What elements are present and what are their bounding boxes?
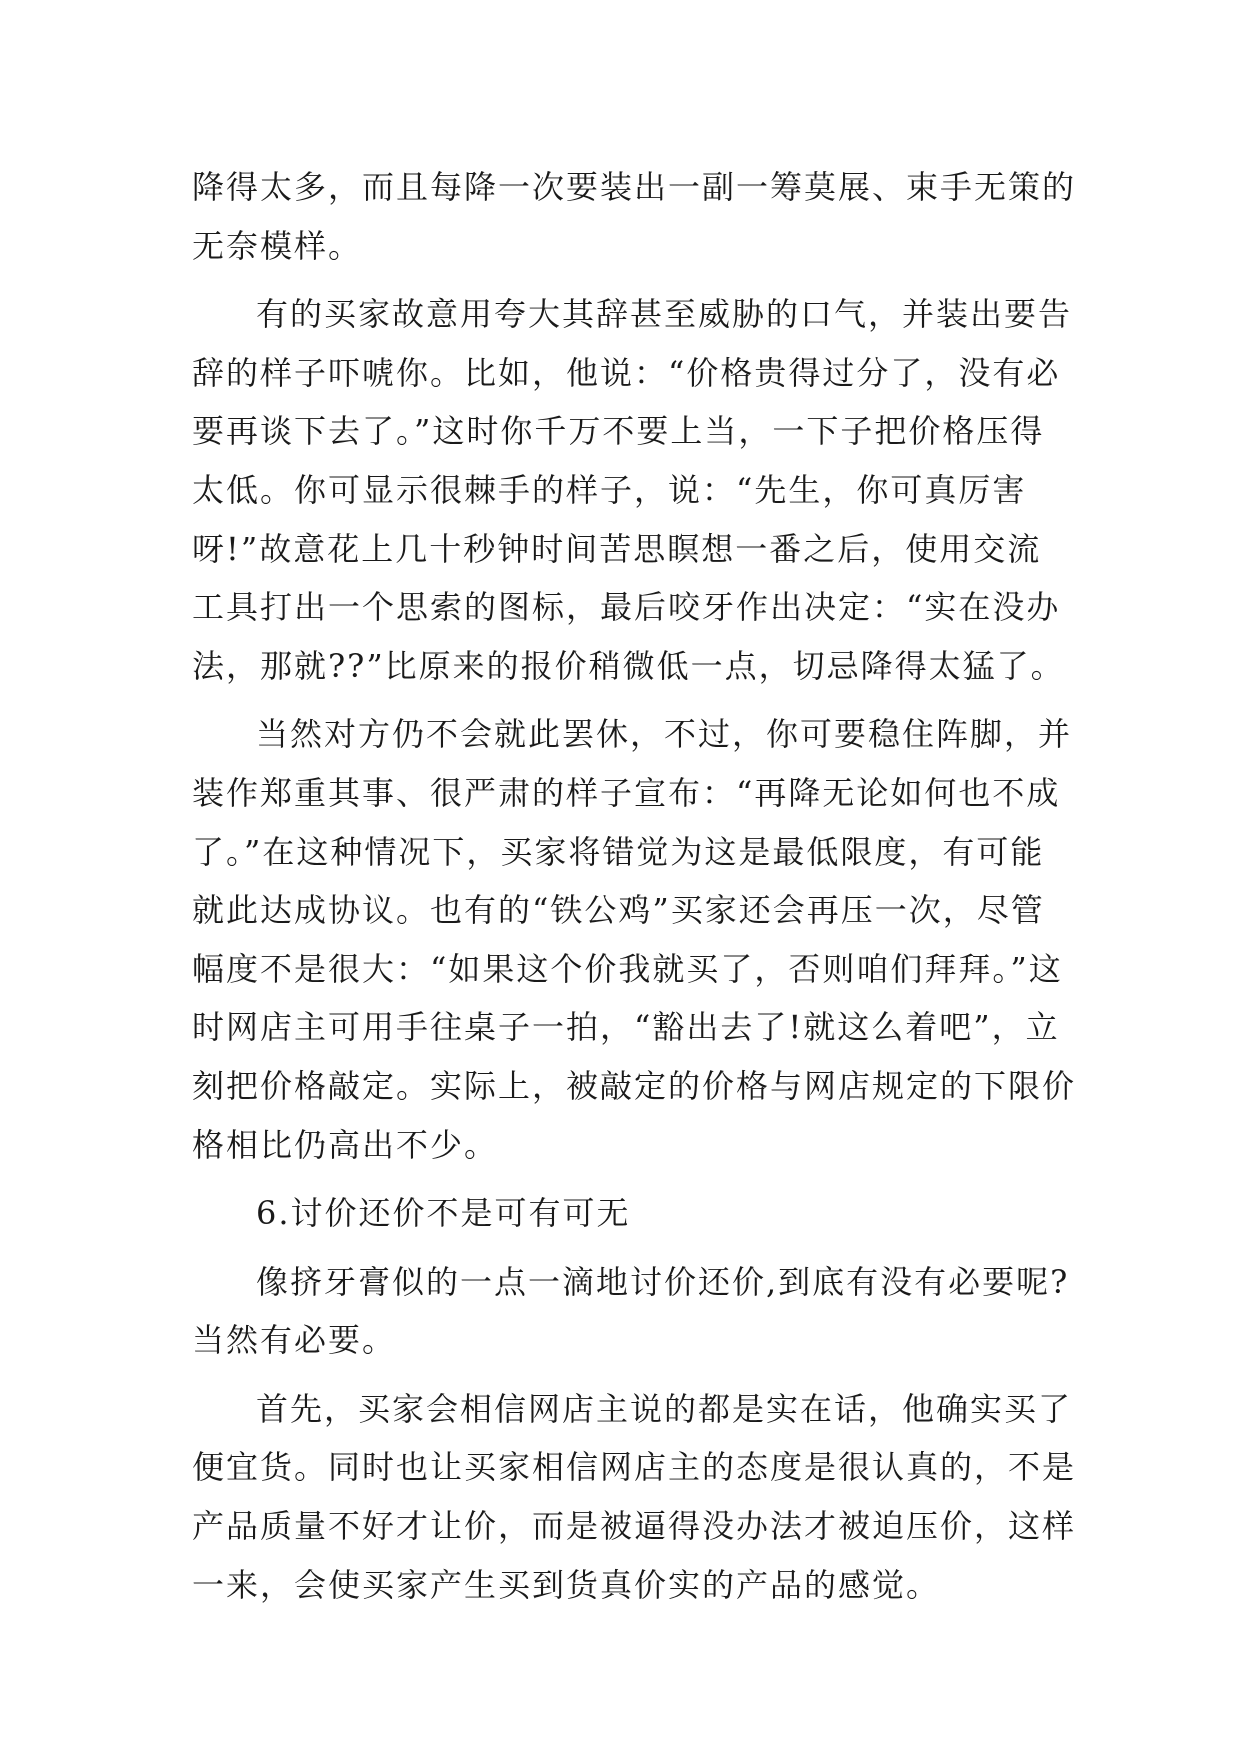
- text-line: 当然对方仍不会就此罢休，不过，你可要稳住阵脚，并: [256, 715, 1073, 754]
- text-line: 无奈模样。: [192, 226, 363, 265]
- text-line: 了。”在这种情况下，买家将错觉为这是最低限度，有可能: [192, 832, 1045, 871]
- text-line: 辞的样子吓唬你。比如，他说：“价格贵得过分了，没有必: [192, 353, 1061, 392]
- text-line: 时网店主可用手往桌子一拍，“豁出去了!就这么着吧”，立: [192, 1008, 1060, 1047]
- document-body: [192, 158, 1077, 1614]
- text-line: 太低。你可显示很棘手的样子，说：“先生，你可真厉害: [192, 470, 1027, 509]
- text-line: 装作郑重其事、很严肃的样子宣布：“再降无论如何也不成: [192, 773, 1061, 812]
- text-line: 首先，买家会相信网店主说的都是实在话，他确实买了: [256, 1389, 1073, 1428]
- heading-line: 6.讨价还价不是可有可无: [256, 1194, 631, 1233]
- paragraph-1: [192, 158, 1077, 275]
- text-line: 法，那就??”比原来的报价稍微低一点，切忌降得太猛了。: [192, 646, 1065, 685]
- paragraph-5: [192, 1253, 1070, 1370]
- text-line: 幅度不是很大：“如果这个价我就买了，否则咱们拜拜。”这: [192, 949, 1063, 988]
- paragraph-3: [192, 705, 1077, 1174]
- text-line: 便宜货。同时也让买家相信网店主的态度是很认真的，不是: [192, 1448, 1077, 1487]
- paragraph-6: [192, 1380, 1077, 1614]
- text-line: 产品质量不好才让价，而是被逼得没办法才被迫压价，这样: [192, 1507, 1077, 1546]
- text-line: 一来，会使买家产生买到货真价实的产品的感觉。: [192, 1565, 941, 1604]
- text-line: 有的买家故意用夸大其辞甚至威胁的口气，并装出要告: [256, 295, 1073, 334]
- text-line: 降得太多，而且每降一次要装出一副一筹莫展、束手无策的: [192, 168, 1077, 206]
- text-line: 像挤牙膏似的一点一滴地讨价还价,到底有没有必要呢?: [256, 1262, 1070, 1301]
- text-line: 当然有必要。: [192, 1321, 397, 1360]
- text-line: 格相比仍高出不少。: [192, 1125, 499, 1164]
- text-line: 要再谈下去了。”这时你千万不要上当，一下子把价格压得: [192, 412, 1045, 451]
- paragraph-2: [192, 285, 1073, 695]
- section-heading: [192, 1184, 1052, 1243]
- text-line: 工具打出一个思索的图标，最后咬牙作出决定：“实在没办: [192, 588, 1061, 627]
- text-line: 刻把价格敲定。实际上，被敲定的价格与网店规定的下限价: [192, 1066, 1077, 1105]
- text-line: 就此达成协议。也有的“铁公鸡”买家还会再压一次，尽管: [192, 891, 1045, 930]
- text-line: 呀!”故意花上几十秒钟时间苦思瞑想一番之后，使用交流: [192, 529, 1042, 568]
